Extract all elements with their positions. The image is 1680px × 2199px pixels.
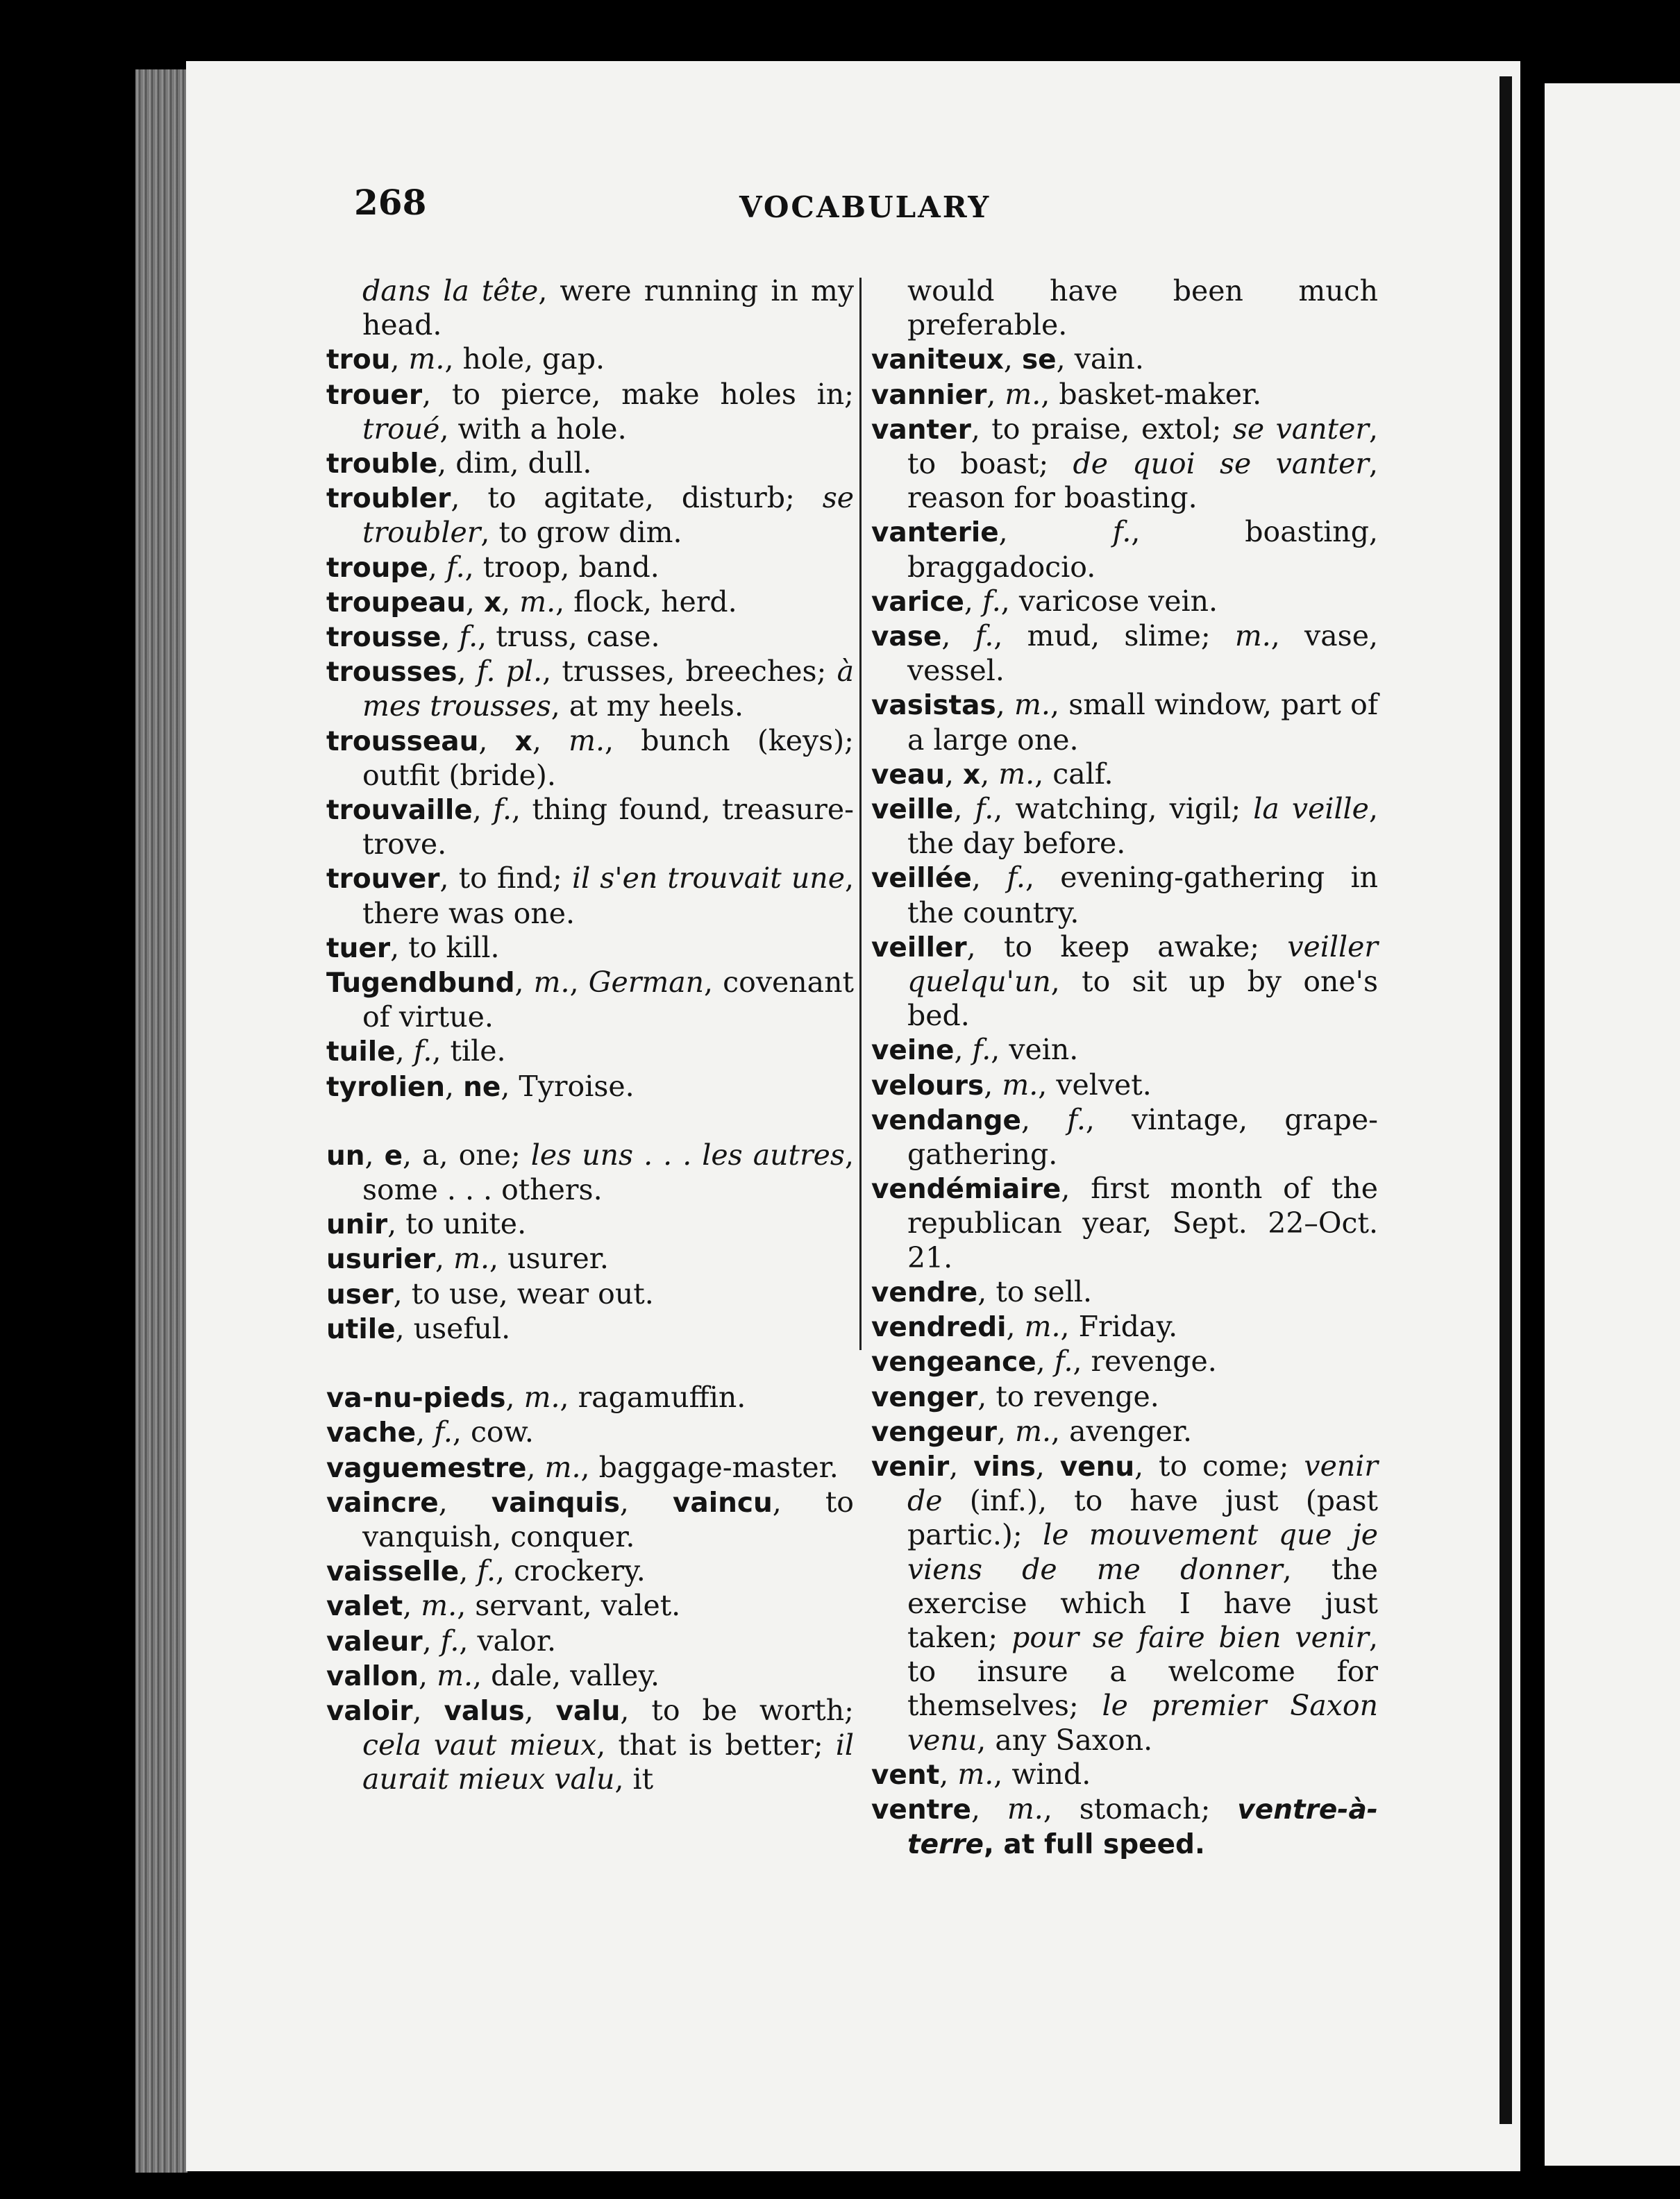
italic-text: se troubler bbox=[362, 481, 854, 550]
headword: user bbox=[326, 1279, 394, 1311]
headword: vasistas bbox=[871, 690, 996, 722]
entry-continuation bbox=[326, 274, 854, 342]
definition-text: , bbox=[949, 1449, 974, 1483]
definition-text: , varicose vein. bbox=[1000, 584, 1218, 618]
definition-text: , Friday. bbox=[1060, 1310, 1178, 1344]
vocabulary-entry bbox=[326, 1138, 854, 1207]
definition-text: , evening-gathering in the country. bbox=[907, 861, 1378, 929]
italic-text: à mes trousses bbox=[362, 655, 855, 723]
vocabulary-entry bbox=[326, 1277, 854, 1312]
vocabulary-entry bbox=[871, 378, 1378, 412]
definition-text: , bbox=[939, 1757, 958, 1791]
definition-text: , truss, case. bbox=[478, 620, 660, 654]
headword: vent bbox=[871, 1759, 940, 1791]
vocabulary-entry bbox=[326, 1312, 854, 1347]
headword: valeur bbox=[326, 1626, 423, 1658]
italic-text: m. bbox=[1005, 377, 1041, 411]
definition-text: , bbox=[412, 1693, 444, 1727]
vocabulary-entry bbox=[326, 1589, 854, 1624]
vocabulary-entry bbox=[871, 342, 1378, 377]
italic-text: f. bbox=[493, 793, 512, 827]
vocabulary-entry bbox=[871, 688, 1378, 757]
headword: venger bbox=[871, 1381, 978, 1413]
definition-text: , to revenge. bbox=[977, 1379, 1159, 1413]
definition-text: , bbox=[980, 757, 999, 791]
headword: vaincre bbox=[326, 1487, 439, 1519]
definition-text: , vain. bbox=[1056, 342, 1144, 376]
headword: valoir bbox=[326, 1695, 413, 1727]
headword: veine bbox=[871, 1035, 955, 1067]
headword: x bbox=[514, 725, 532, 757]
headword: vins bbox=[973, 1451, 1036, 1483]
definition-text: , bbox=[619, 1485, 673, 1519]
italic-text: m. bbox=[1007, 1792, 1043, 1826]
definition-text: , to sell. bbox=[977, 1274, 1093, 1308]
entry-continuation bbox=[871, 274, 1378, 342]
headword-italic: ventre-à-terre bbox=[907, 1794, 1378, 1861]
page-header bbox=[354, 182, 1375, 230]
italic-text: m. bbox=[437, 1658, 473, 1692]
headword: vendémiaire bbox=[871, 1174, 1061, 1206]
definition-text: , to pierce, make holes in; bbox=[422, 377, 854, 411]
headword: x bbox=[483, 587, 502, 618]
vocabulary-entry bbox=[871, 1033, 1378, 1068]
definition-text: , trusses, breeches; bbox=[542, 655, 837, 689]
definition-text: , bbox=[954, 1033, 973, 1067]
vocabulary-entry bbox=[871, 1380, 1378, 1415]
definition-text: , reason for boasting. bbox=[907, 447, 1378, 515]
headword: venu bbox=[1059, 1451, 1135, 1483]
headword: vengeur bbox=[871, 1416, 998, 1448]
vocabulary-entry bbox=[871, 1415, 1378, 1449]
headword: , at full speed. bbox=[984, 1829, 1205, 1861]
vocabulary-entry bbox=[326, 1485, 854, 1554]
headword: trouble bbox=[326, 448, 438, 480]
headword: vaguemestre bbox=[326, 1452, 527, 1484]
headword: valus bbox=[444, 1695, 525, 1727]
italic-text: f. bbox=[975, 619, 994, 653]
definition-text: , bbox=[438, 1485, 492, 1519]
vocabulary-entry bbox=[326, 861, 854, 930]
headword: vendre bbox=[871, 1277, 978, 1308]
headword: vaisselle bbox=[326, 1556, 460, 1588]
headword: trousses bbox=[326, 657, 457, 689]
definition-text: , stomach; bbox=[1043, 1792, 1238, 1826]
facing-page bbox=[1545, 83, 1680, 2166]
italic-text: pour se faire bien venir bbox=[1011, 1620, 1369, 1654]
definition-text: , bbox=[526, 1450, 545, 1484]
definition-text: , to sit up by one's bed. bbox=[907, 965, 1378, 1033]
italic-text: f. bbox=[459, 620, 478, 654]
definition-text: , at my heels. bbox=[551, 689, 744, 723]
definition-text: , bbox=[997, 1414, 1016, 1448]
definition-text: , mud, slime; bbox=[993, 619, 1235, 653]
headword: veiller bbox=[871, 932, 967, 963]
vocabulary-entry bbox=[871, 1449, 1378, 1758]
definition-text: , to praise, extol; bbox=[971, 412, 1233, 446]
italic-text: cela vaut mieux bbox=[362, 1728, 597, 1762]
headword: trousseau bbox=[326, 725, 479, 757]
vocabulary-entry bbox=[326, 378, 854, 446]
definition-text: , bbox=[532, 723, 569, 757]
headword: x bbox=[963, 759, 981, 791]
definition-text: , boasting, braggadocio. bbox=[907, 515, 1378, 584]
definition-text: , baggage-master. bbox=[580, 1450, 839, 1484]
vocabulary-entry bbox=[326, 1207, 854, 1242]
definition-text: , to insure a welcome for themselves; bbox=[907, 1620, 1378, 1723]
definition-text: , a, one; bbox=[403, 1138, 531, 1172]
vocabulary-entry bbox=[326, 1451, 854, 1485]
italic-text: m. bbox=[1234, 619, 1271, 653]
definition-text: , to vanquish, conquer. bbox=[362, 1485, 854, 1553]
italic-text: il aurait mieux valu bbox=[362, 1728, 854, 1796]
italic-text: m. bbox=[544, 1450, 581, 1484]
page-number: 268 bbox=[354, 182, 427, 223]
italic-text: m. bbox=[533, 966, 570, 1000]
definition-text: , bbox=[395, 1034, 414, 1068]
italic-text: f. bbox=[440, 1624, 460, 1658]
vocabulary-entry bbox=[326, 1242, 854, 1277]
headword: un bbox=[326, 1140, 365, 1172]
definition-text: , tile. bbox=[432, 1034, 506, 1068]
italic-text: m. bbox=[408, 342, 445, 376]
headword: vase bbox=[871, 621, 942, 653]
vocabulary-entry bbox=[871, 1310, 1378, 1345]
italic-text: m. bbox=[998, 757, 1035, 791]
headword: trouer bbox=[326, 379, 423, 411]
italic-text: m. bbox=[421, 1589, 457, 1623]
italic-text: f. bbox=[1067, 1102, 1086, 1136]
italic-text: le mouvement que je viens de me donner bbox=[907, 1518, 1378, 1586]
vocabulary-entry bbox=[326, 1070, 854, 1104]
vocabulary-entry bbox=[326, 1659, 854, 1694]
column-rule bbox=[859, 278, 862, 1350]
definition-text: , bbox=[986, 377, 1005, 411]
definition-text: , cow. bbox=[452, 1415, 534, 1449]
italic-text: veiller quelqu'un bbox=[907, 929, 1378, 999]
italic-text: m. bbox=[569, 723, 605, 757]
vocabulary-entry bbox=[326, 724, 854, 793]
headword: se bbox=[1021, 344, 1057, 376]
italic-text: m. bbox=[519, 584, 556, 618]
definition-text: , usurer. bbox=[489, 1242, 609, 1276]
vocabulary-entry bbox=[326, 1415, 854, 1450]
vocabulary-entry bbox=[326, 793, 854, 861]
vocabulary-entry bbox=[871, 1103, 1378, 1172]
definition-text: , bbox=[364, 1138, 385, 1172]
headword: varice bbox=[871, 586, 964, 618]
headword: vannier bbox=[871, 379, 987, 411]
headword: troupeau bbox=[326, 587, 466, 618]
definition-text: , bbox=[941, 619, 975, 653]
definition-text: , bbox=[422, 1624, 441, 1658]
vocabulary-entry bbox=[871, 584, 1378, 619]
definition-text: , bbox=[428, 550, 446, 584]
definition-text: (inf.), to have just (past partic.); bbox=[907, 1484, 1378, 1552]
vocabulary-entry bbox=[871, 515, 1378, 584]
headword: valu bbox=[555, 1695, 621, 1727]
vocabulary-entry bbox=[871, 1345, 1378, 1379]
definition-text: , ragamuffin. bbox=[560, 1381, 746, 1415]
vocabulary-entry bbox=[871, 1068, 1378, 1103]
headword: usurier bbox=[326, 1244, 436, 1276]
vocabulary-entry bbox=[871, 412, 1378, 516]
definition-text: , avenger. bbox=[1051, 1414, 1192, 1448]
definition-text: , the day before. bbox=[907, 792, 1378, 861]
headword: trouvaille bbox=[326, 795, 473, 827]
vocabulary-entry bbox=[871, 1172, 1378, 1275]
definition-text: , dale, valley. bbox=[473, 1658, 660, 1692]
italic-text: m. bbox=[523, 1381, 560, 1415]
headword: veillée bbox=[871, 863, 972, 895]
definition-text: , bbox=[416, 1415, 435, 1449]
italic-text: la veille bbox=[1253, 792, 1369, 826]
headword: utile bbox=[326, 1313, 396, 1345]
definition-text: , bbox=[459, 1554, 478, 1588]
definition-text: , revenge. bbox=[1073, 1345, 1217, 1379]
definition-text: , some . . . others. bbox=[362, 1138, 854, 1207]
definition-text: , there was one. bbox=[362, 861, 854, 930]
italic-text: les uns . . . les autres bbox=[530, 1138, 845, 1172]
vocabulary-entry bbox=[326, 1554, 854, 1589]
definition-text: , covenant of virtue. bbox=[362, 966, 854, 1034]
vocabulary-entry bbox=[871, 792, 1378, 861]
definition-text: , bbox=[1036, 1345, 1055, 1379]
headword: e bbox=[384, 1140, 403, 1172]
headword: vendredi bbox=[871, 1312, 1007, 1344]
italic-text: dans la tête bbox=[362, 274, 539, 307]
definition-text: would have been much preferable. bbox=[907, 274, 1378, 342]
italic-text: se vanter bbox=[1232, 412, 1369, 446]
definition-text: , wind. bbox=[993, 1757, 1091, 1791]
definition-text: , bbox=[964, 584, 982, 618]
definition-text: , bbox=[569, 966, 589, 1000]
definition-text: , useful. bbox=[395, 1311, 511, 1345]
headword: venir bbox=[871, 1451, 950, 1483]
definition-text: , bbox=[501, 584, 520, 618]
vocabulary-entry bbox=[326, 931, 854, 966]
headword: valet bbox=[326, 1591, 403, 1623]
definition-text: , bbox=[403, 1589, 421, 1623]
definition-text: , calf. bbox=[1034, 757, 1114, 791]
definition-text: , bbox=[514, 966, 534, 1000]
italic-text: m. bbox=[453, 1242, 490, 1276]
headword: trousse bbox=[326, 622, 442, 654]
definition-text: , bbox=[1035, 1449, 1060, 1483]
definition-text: , basket-maker. bbox=[1041, 377, 1262, 411]
headword: velours bbox=[871, 1070, 984, 1102]
headword: ne bbox=[463, 1071, 501, 1103]
headword: troubler bbox=[326, 483, 451, 515]
vocabulary-entry bbox=[871, 619, 1378, 688]
definition-text: , Tyroise. bbox=[501, 1069, 635, 1103]
italic-text: le premier Saxon venu bbox=[907, 1689, 1378, 1757]
italic-text: f. bbox=[982, 584, 1001, 618]
headword: vainquis bbox=[491, 1487, 620, 1519]
headword: vanterie bbox=[871, 517, 999, 549]
vocabulary-entry bbox=[326, 1694, 854, 1797]
definition-text: , with a hole. bbox=[439, 412, 627, 446]
definition-text: , bunch (keys); outfit (bride). bbox=[362, 723, 854, 792]
definition-text: , bbox=[457, 655, 477, 689]
vocabulary-entry bbox=[871, 1758, 1378, 1792]
italic-text: f. bbox=[972, 1033, 991, 1067]
vocabulary-entry bbox=[326, 1624, 854, 1659]
definition-text: , bbox=[445, 1069, 464, 1103]
italic-text: m. bbox=[1014, 688, 1050, 722]
italic-text: de quoi se vanter bbox=[1073, 447, 1369, 481]
page-edge bbox=[135, 69, 187, 2173]
definition-text: , bbox=[1006, 1310, 1025, 1344]
vocabulary-entry bbox=[326, 1381, 854, 1415]
definition-text: , bbox=[998, 515, 1113, 549]
italic-text: f. bbox=[1112, 515, 1132, 549]
vocabulary-entry bbox=[871, 1275, 1378, 1310]
definition-text: , the exercise which I have just taken; bbox=[907, 1552, 1378, 1654]
vocabulary-entry bbox=[326, 655, 854, 723]
definition-text: , to be worth; bbox=[620, 1693, 854, 1727]
vocabulary-entry bbox=[326, 550, 854, 585]
definition-text: , dim, dull. bbox=[437, 446, 592, 480]
headword: tyrolien bbox=[326, 1071, 446, 1103]
italic-text: troué bbox=[362, 412, 440, 446]
headword: trouver bbox=[326, 863, 440, 895]
definition-text: , hole, gap. bbox=[444, 342, 605, 376]
running-title: VOCABULARY bbox=[739, 190, 991, 224]
vocabulary-entry bbox=[326, 966, 854, 1034]
definition-text: , vintage, grape-gathering. bbox=[907, 1102, 1378, 1172]
definition-text: , to unite. bbox=[387, 1207, 527, 1241]
italic-text: m. bbox=[1015, 1414, 1052, 1448]
definition-text: , bbox=[472, 793, 494, 827]
definition-text: , bbox=[524, 1693, 556, 1727]
headword: vanter bbox=[871, 414, 971, 446]
definition-text: , bbox=[419, 1658, 437, 1692]
headword: vengeance bbox=[871, 1347, 1036, 1379]
headword: vaincu bbox=[672, 1487, 773, 1519]
definition-text: , thing found, treasure-trove. bbox=[362, 793, 854, 861]
definition-text: , to find; bbox=[439, 861, 572, 895]
italic-text: f. bbox=[446, 550, 465, 584]
headword: vendange bbox=[871, 1104, 1022, 1136]
italic-text: f. pl. bbox=[476, 655, 543, 689]
headword: troupe bbox=[326, 552, 428, 584]
definition-text: , to keep awake; bbox=[966, 929, 1288, 963]
headword: vallon bbox=[326, 1660, 419, 1692]
definition-text: , valor. bbox=[459, 1624, 556, 1658]
definition-text: , small window, part of a large one. bbox=[907, 688, 1378, 757]
headword: vache bbox=[326, 1417, 417, 1449]
headword: unir bbox=[326, 1209, 388, 1241]
definition-text: , to boast; bbox=[907, 412, 1378, 481]
definition-text: , vase, vessel. bbox=[907, 619, 1378, 688]
definition-text: , bbox=[953, 792, 975, 826]
definition-text: , bbox=[478, 723, 515, 757]
headword: va-nu-pieds bbox=[326, 1383, 506, 1415]
headword: veau bbox=[871, 759, 945, 791]
vocabulary-entry bbox=[871, 861, 1378, 929]
italic-text: f. bbox=[1054, 1345, 1073, 1379]
italic-text: m. bbox=[1002, 1068, 1039, 1102]
definition-text: , crockery. bbox=[496, 1554, 646, 1588]
definition-text: , velvet. bbox=[1038, 1068, 1152, 1102]
headword: trou bbox=[326, 344, 391, 376]
vocabulary-entry bbox=[326, 481, 854, 550]
definition-text: , flock, herd. bbox=[555, 584, 737, 618]
italic-text: German bbox=[588, 966, 705, 1000]
definition-text: , bbox=[465, 584, 484, 618]
vocabulary-entry bbox=[871, 757, 1378, 792]
definition-text: , to use, wear out. bbox=[393, 1277, 654, 1311]
definition-text: , first month of the republican year, Sept. 22–Oct. 21. bbox=[907, 1172, 1378, 1274]
definition-text: , were running in my head. bbox=[362, 274, 854, 342]
definition-text: , bbox=[984, 1068, 1002, 1102]
definition-text: , bbox=[971, 861, 1007, 895]
definition-text: , it bbox=[614, 1762, 654, 1796]
definition-text: , bbox=[944, 757, 964, 791]
definition-text: , to come; bbox=[1134, 1449, 1304, 1483]
vocabulary-entry bbox=[326, 1034, 854, 1069]
headword: tuile bbox=[326, 1036, 396, 1068]
definition-text: , bbox=[1021, 1102, 1068, 1136]
definition-text: , bbox=[435, 1242, 454, 1276]
definition-text: , bbox=[996, 688, 1015, 722]
definition-text: , bbox=[1003, 342, 1022, 376]
definition-text: , servant, valet. bbox=[457, 1589, 681, 1623]
definition-text: , bbox=[971, 1792, 1007, 1826]
definition-text: , bbox=[505, 1381, 524, 1415]
definition-text: , to grow dim. bbox=[480, 516, 682, 550]
book-gutter bbox=[1500, 76, 1512, 2124]
definition-text: , to agitate, disturb; bbox=[451, 481, 823, 515]
headword: tuer bbox=[326, 932, 391, 964]
definition-text: , troop, band. bbox=[464, 550, 660, 584]
italic-text: f. bbox=[413, 1034, 432, 1068]
italic-text: il s'en trouvait une bbox=[571, 861, 845, 895]
vocabulary-entry bbox=[326, 446, 854, 481]
italic-text: f. bbox=[434, 1415, 453, 1449]
italic-text: venir de bbox=[907, 1449, 1378, 1518]
italic-text: f. bbox=[477, 1554, 496, 1588]
italic-text: m. bbox=[1024, 1310, 1061, 1344]
definition-text: , bbox=[390, 342, 409, 376]
right-column bbox=[871, 274, 1378, 1862]
vocabulary-entry bbox=[326, 620, 854, 655]
vocabulary-entry bbox=[326, 342, 854, 377]
definition-text: , that is better; bbox=[596, 1728, 836, 1762]
italic-text: m. bbox=[957, 1757, 994, 1791]
headword: veille bbox=[871, 794, 954, 826]
italic-text: f. bbox=[975, 792, 994, 826]
vocabulary-entry bbox=[326, 585, 854, 620]
definition-text: , watching, vigil; bbox=[993, 792, 1254, 826]
headword: Tugendbund bbox=[326, 968, 515, 1000]
vocabulary-entry bbox=[871, 930, 1378, 1034]
italic-text: f. bbox=[1007, 861, 1025, 895]
definition-text: , any Saxon. bbox=[977, 1723, 1153, 1757]
headword: ventre bbox=[871, 1794, 971, 1826]
left-column bbox=[326, 274, 854, 1797]
vocabulary-entry bbox=[871, 1792, 1378, 1862]
definition-text: , to kill. bbox=[390, 930, 500, 964]
definition-text: , vein. bbox=[991, 1033, 1079, 1067]
definition-text: , bbox=[441, 620, 460, 654]
headword: vaniteux bbox=[871, 344, 1004, 376]
